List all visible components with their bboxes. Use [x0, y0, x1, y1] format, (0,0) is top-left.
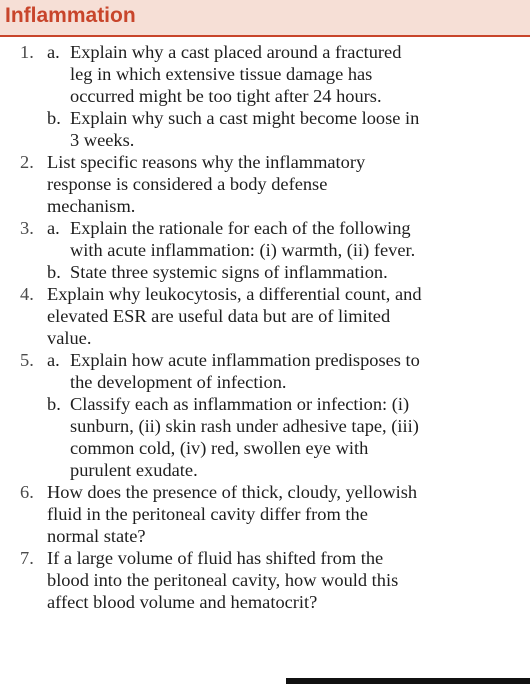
question-number: 6. [20, 482, 34, 502]
question-list [0, 41, 530, 613]
text-line: State three systemic signs of inflammation. [70, 262, 388, 282]
part-letter: b. [47, 394, 61, 414]
question-5 [0, 349, 530, 481]
question-6 [0, 481, 530, 547]
text-line: Explain why such a cast might become loose in [70, 108, 420, 128]
header-divider [0, 35, 530, 37]
text-line: purulent exudate. [70, 460, 198, 480]
text-line: mechanism. [47, 196, 136, 216]
question-number: 1. [20, 42, 34, 62]
text-line: common cold, (iv) red, swollen eye with [70, 438, 369, 458]
part-letter: a. [47, 350, 60, 370]
text-line: Explain why leukocytosis, a differential count, and [47, 284, 422, 304]
text-line: Explain how acute inflammation predisposes to [70, 350, 420, 370]
text-line: leg in which extensive tissue damage has [70, 64, 373, 84]
text-line: Explain the rationale for each of the following [70, 218, 411, 238]
section-header [0, 0, 530, 35]
text-line: elevated ESR are useful data but are of limited [47, 306, 391, 326]
question-number: 4. [20, 284, 34, 304]
question-number: 3. [20, 218, 34, 238]
text-line: response is considered a body defense [47, 174, 328, 194]
text-line: blood into the peritoneal cavity, how would this [47, 570, 399, 590]
question-3a [47, 217, 530, 261]
text-line: normal state? [47, 526, 146, 546]
question-4 [0, 283, 530, 349]
question-5b [47, 393, 530, 481]
question-5a [47, 349, 530, 393]
part-letter: b. [47, 108, 61, 128]
text-line: value. [47, 328, 92, 348]
question-number: 7. [20, 548, 34, 568]
text-line: Explain why a cast placed around a fractured [70, 42, 402, 62]
text-line: Classify each as inflammation or infection: (i) [70, 394, 410, 414]
part-letter: a. [47, 42, 60, 62]
section-title: Inflammation [5, 4, 136, 27]
text-line: How does the presence of thick, cloudy, yellowish [47, 482, 418, 502]
question-3 [0, 217, 530, 283]
question-number: 2. [20, 152, 34, 172]
question-2 [0, 151, 530, 217]
text-line: fluid in the peritoneal cavity differ from the [47, 504, 368, 524]
text-line: the development of infection. [70, 372, 287, 392]
text-line: affect blood volume and hematocrit? [47, 592, 318, 612]
text-line: If a large volume of fluid has shifted from the [47, 548, 384, 568]
redaction-bar [286, 678, 530, 684]
part-letter: b. [47, 262, 61, 282]
part-letter: a. [47, 218, 60, 238]
question-3b [47, 261, 530, 283]
question-number: 5. [20, 350, 34, 370]
text-line: with acute inflammation: (i) warmth, (ii) fever. [70, 240, 416, 260]
text-line: sunburn, (ii) skin rash under adhesive tape, (iii) [70, 416, 419, 436]
text-line: occurred might be too tight after 24 hours. [70, 86, 382, 106]
text-line: 3 weeks. [70, 130, 135, 150]
question-1b [47, 107, 530, 151]
question-1a [47, 41, 530, 107]
question-1 [0, 41, 530, 151]
text-line: List specific reasons why the inflammatory [47, 152, 366, 172]
question-7 [0, 547, 530, 613]
